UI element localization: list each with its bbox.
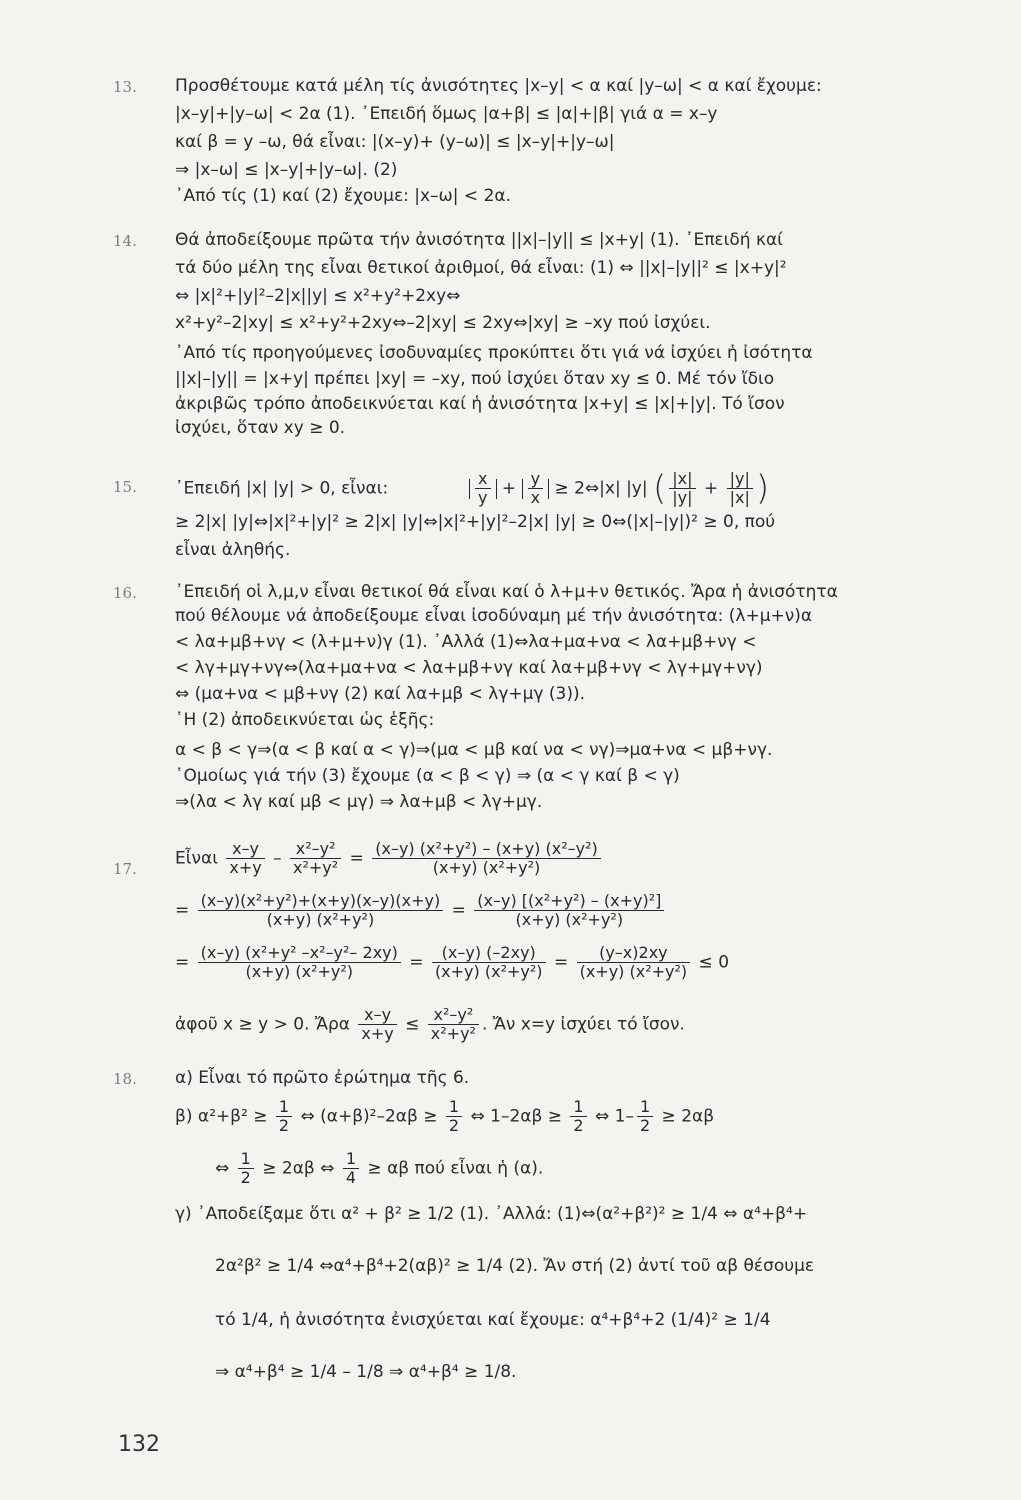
text-line: ᾿Από τίς προηγούμενες ἰσοδυναμίες προκύπτει ὅτι γιά νά ἰσχύει ἡ ἰσότητα [175,343,813,363]
text-line: ⇒(λα < λγ καί μβ < μγ) ⇒ λα+μβ < λγ+μγ. [175,792,543,812]
text-line: α) Εἶναι τό πρῶτο ἐρώτημα τῆς 6. [175,1068,470,1088]
text-fragment: Ἄν x=y ἰσχύει τό ἴσον. [492,1014,685,1035]
text-line: καί β = y –ω, θά εἶναι: |(x–y)+ (y–ω)| ≤ |x–y|+|y–ω| [175,132,615,152]
text-line: ἰσχύει, ὅταν xy ≥ 0. [175,418,346,438]
formula-line: = $\frac{\text{(x–y) (x²+y² –x²–y²– 2xy)}}{\text{(x+y) (x²+y²)}}$ = $\frac{(x-y) (-2xy)}{\text{(x+y) (x²+y²)}}$ = $\frac{(y-x)2xy}{\text{(x+y) (x²+y²)}}$ ≤ 0 [175,943,730,981]
text-line: ⇒ α⁴+β⁴ ≥ 1/4 – 1/8 ⇒ α⁴+β⁴ ≥ 1/8. [215,1362,517,1382]
text-line: ᾿Από τίς (1) καί (2) ἔχουμε: |x–ω| < 2α. [175,186,511,206]
text-line: |x–y|+|y–ω| < 2α (1). ᾿Επειδή ὅμως |α+β| ≤ |α|+|β| γιά α = x–y [175,104,718,124]
text-fragment: πού εἶναι ἡ (α). [414,1158,544,1179]
text-line: ῾Ομοίως γιά τήν (3) ἔχουμε (α < β < γ) ⇒ (α < γ καί β < γ) [175,766,680,786]
text-line: Προσθέτουμε κατά μέλη τίς ἀνισότητες |x–y| < α καί |y–ω| < α καί ἔχουμε: [175,76,822,96]
problem-number: 16. [113,584,137,602]
text-line: ||x|–|y|| = |x+y| πρέπει |xy| = –xy, πού ἰσχύει ὅταν xy ≤ 0. Μέ τόν ἴδιο [175,369,775,389]
text-line: α < β < γ⇒(α < β καί α < γ)⇒(μα < μβ καί να < νγ)⇒μα+να < μβ+νγ. [175,740,773,760]
formula-line: β) α²+β² ≥ $\frac{1}{2}$ ⇔ (α+β)²–2αβ ≥ $\frac{1}{2}$ ⇔ 1–2αβ ≥ $\frac{1}{2}$ ⇔ 1– $\frac{1}{2}$ ≥ 2αβ [175,1097,715,1135]
text-line: τά δύο μέλη της εἶναι θετικοί ἀριθμοί, θά εἶναι: (1) ⇔ ||x|–|y||² ≤ |x+y|² [175,258,787,278]
problem-number: 15. [113,478,137,496]
lead-text: ᾿Επειδή |x| |y| > 0, εἶναι: [175,478,389,499]
text-line: < λα+μβ+νγ < (λ+μ+ν)γ (1). ᾿Αλλά (1)⇔λα+μα+να < λα+μβ+νγ < [175,632,757,652]
problem-number: 18. [113,1070,137,1088]
text-line: ⇔ (μα+να < μβ+νγ (2) καί λα+μβ < λγ+μγ (3)). [175,684,586,704]
text-line: x²+y²–2|xy| ≤ x²+y²+2xy⇔–2|xy| ≤ 2xy⇔|xy| ≥ –xy πού ἰσχύει. [175,313,711,333]
text-line: 2α²β² ≥ 1/4 ⇔α⁴+β⁴+2(αβ)² ≥ 1/4 (2). Ἄν στή (2) ἀντί τοῦ αβ θέσουμε [215,1256,815,1276]
page-number: 132 [118,1432,160,1457]
text-line: γ) ᾿Αποδείξαμε ὅτι α² + β² ≥ 1/2 (1). ᾿Αλλά: (1)⇔(α²+β²)² ≥ 1/4 ⇔ α⁴+β⁴+ [175,1204,808,1224]
text-line: ⇔ |x|²+|y|²–2|x||y| ≤ x²+y²+2xy⇔ [175,286,461,306]
lead-text: Εἶναι [175,848,218,869]
text-line: ῾Η (2) ἀποδεικνύεται ὡς ἑξῆς: [175,710,435,730]
text-line: Θά ἀποδείξουμε πρῶτα τήν ἀνισότητα ||x|–|y|| ≤ |x+y| (1). ᾿Επειδή καί [175,230,783,250]
text-line: ⇒ |x–ω| ≤ |x–y|+|y–ω|. (2) [175,160,398,180]
text-line: τό 1/4, ἡ ἀνισότητα ἐνισχύεται καί ἔχουμε: α⁴+β⁴+2 (1/4)² ≥ 1/4 [215,1310,771,1330]
problem-number: 17. [113,860,137,878]
problem-number: 13. [113,78,137,96]
formula-line: ⇔ $\frac{1}{2}$ ≥ 2αβ ⇔ $\frac{1}{4}$ ≥ αβ πού εἶναι ἡ (α). [215,1149,544,1187]
text-line: ᾿Επειδή οἱ λ,μ,ν εἶναι θετικοί θά εἶναι καί ὁ λ+μ+ν θετικός. Ἄρα ἡ ἀνισότητα [175,582,838,602]
text-fragment: ἀφοῦ x ≥ y > 0. Ἄρα [175,1014,350,1035]
formula-line: = $\frac{\text{(x–y)(x²+y²)+(x+y)(x–y)(x+y)}}{\text{(x+y) (x²+y²)}}$ = $\frac{\text{(x–y) [(x²+y²) – (x+y)²]}}{\text{(x+y) (x²+y²)}}$ [175,892,667,929]
formula-line: ἀφοῦ x ≥ y > 0. Ἄρα $\frac{x-y}{x+y}$ ≤ $\frac{\text{x²–y²}}{\text{x²+y²}}$ . Ἄν x=y ἰσχύει τό ἴσον. [175,1005,685,1043]
text-line: εἶναι ἀληθής. [175,540,291,560]
formula-line: Εἶναι $\frac{x-y}{x+y}$ – $\frac{\text{x²–y²}}{\text{x²+y²}}$ = $\frac{\text{(x–y) (x²+y²) – (x+y) (x²–y²)}}{\text{(x+y) (x²+y²)}}$ [175,840,604,877]
problem-number: 14. [113,232,137,250]
text-line: < λγ+μγ+νγ⇔(λα+μα+να < λα+μβ+νγ καί λα+μβ+νγ < λγ+μγ+νγ) [175,658,763,678]
text-line: πού θέλουμε νά ἀποδείξουμε εἶναι ἰσοδύναμη μέ τήν ἀνισότητα: (λ+μ+ν)α [175,606,813,626]
text-line: ≥ 2|x| |y|⇔|x|²+|y|² ≥ 2|x| |y|⇔|x|²+|y|²–2|x| |y| ≥ 0⇔(|x|–|y|)² ≥ 0, πού [175,512,776,532]
text-line: ἀκριβῶς τρόπο ἀποδεικνύεται καί ἡ ἀνισότητα |x+y| ≤ |x|+|y|. Τό ἴσον [175,394,785,414]
formula-line: ᾿Επειδή |x| |y| > 0, εἶναι: $\frac{x}{y}$ + $\frac{y}{x}$ ≥ 2⇔|x| |y| ( $\frac{|x|}{|y|}$ + $\frac{|y|}{|x|}$ ) [175,468,770,509]
